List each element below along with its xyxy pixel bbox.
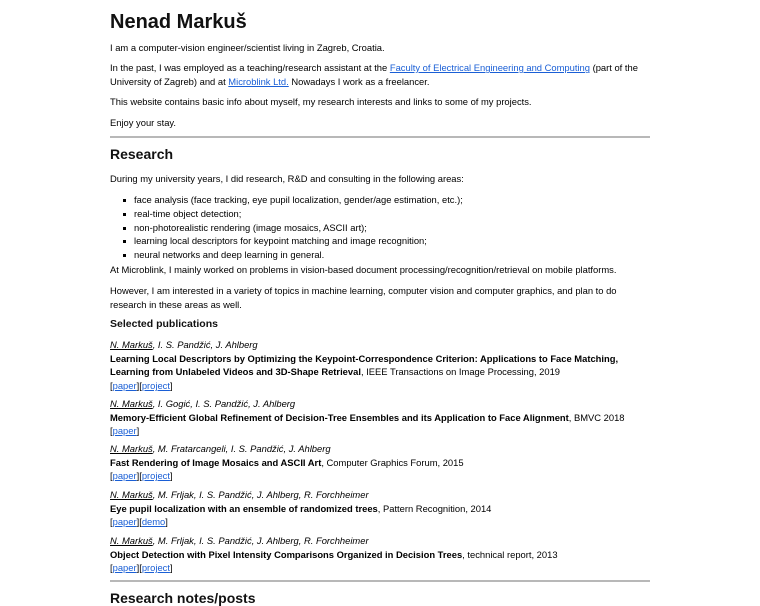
bracket: [	[139, 516, 142, 528]
bracket: [	[110, 425, 113, 437]
coauthors: , M. Fratarcangeli, I. S. Pandžić, J. Ahlberg	[152, 443, 331, 454]
author-self: N. Markuš	[110, 489, 153, 500]
publication-item	[110, 488, 650, 529]
intro-paragraph-1: I am a computer-vision engineer/scientist living in Zagreb, Croatia.	[110, 42, 385, 53]
author-self: N. Markuš	[110, 398, 153, 409]
publication-authors	[110, 488, 650, 502]
coauthors: , M. Frljak, I. S. Pandžić, J. Ahlberg, R. Forchheimer	[152, 535, 369, 546]
bracket: [	[110, 516, 113, 528]
publications-heading: Selected publications	[110, 318, 218, 330]
intro-text: Nowadays I work as a freelancer.	[288, 76, 430, 87]
research-notes-heading: Research notes/posts	[110, 590, 256, 606]
publication-authors	[110, 397, 650, 411]
list-item: non-photorealistic rendering (image mosaics, ASCII art);	[134, 221, 463, 235]
bracket: ]	[136, 516, 140, 528]
bracket: ]	[136, 562, 140, 574]
author-self: N. Markuš	[110, 443, 153, 454]
research-areas-list	[110, 193, 463, 262]
bracket: ]	[165, 516, 168, 528]
microblink-link[interactable]: Microblink Ltd.	[228, 76, 289, 87]
publication-item	[110, 397, 650, 438]
intro-paragraph-4: Enjoy your stay.	[110, 117, 176, 128]
publication-links	[110, 561, 650, 575]
coauthors: , I. S. Pandžić, J. Ahlberg	[152, 339, 258, 350]
fer-link[interactable]: Faculty of Electrical Engineering and Computing	[389, 62, 590, 73]
research-intro: During my university years, I did research, R&D and consulting in the following areas:	[110, 173, 464, 184]
publication-links	[110, 379, 650, 393]
paper-link[interactable]: paper	[112, 562, 137, 574]
publication-title: Object Detection with Pixel Intensity Comparisons Organized in Decision Trees	[110, 548, 463, 560]
publication-title: Memory-Efficient Global Refinement of Decision-Tree Ensembles and its Application to Face Alignment	[110, 411, 569, 423]
publication-item	[110, 534, 650, 575]
project-link[interactable]: project	[141, 470, 170, 482]
publication-title: Eye pupil localization with an ensemble of randomized trees	[110, 502, 378, 514]
bracket: ]	[169, 562, 173, 574]
paper-link[interactable]: paper	[112, 470, 137, 482]
list-item: neural networks and deep learning in general.	[134, 248, 463, 262]
author-self: N. Markuš	[110, 339, 153, 350]
paper-link[interactable]: paper	[112, 379, 137, 391]
publication-item	[110, 442, 650, 483]
publication-links	[110, 515, 650, 529]
project-link[interactable]: project	[141, 562, 170, 574]
intro-paragraph-2	[110, 61, 650, 89]
publication-venue: , IEEE Transactions on Image Processing, 2019	[360, 366, 561, 378]
bracket: ]	[136, 470, 140, 482]
bracket: [	[110, 470, 113, 482]
publication-links	[110, 424, 650, 438]
intro-text: In the past, I was employed as a teaching/research assistant at the	[110, 62, 390, 73]
bracket: [	[110, 562, 113, 574]
page-title: Nenad Markuš	[110, 11, 247, 33]
research-heading: Research	[110, 146, 174, 162]
publication-venue: , Computer Graphics Forum, 2015	[321, 456, 464, 468]
paper-link[interactable]: paper	[112, 425, 137, 437]
coauthors: , M. Frljak, I. S. Pandžić, J. Ahlberg, R. Forchheimer	[152, 489, 369, 500]
publication-authors	[110, 442, 650, 456]
intro-text: (part of the University of Zagreb) and at	[110, 62, 638, 87]
coauthors: , I. Gogić, I. S. Pandžić, J. Ahlberg	[152, 398, 296, 409]
bracket: ]	[169, 470, 173, 482]
publication-authors	[110, 338, 650, 352]
list-item: learning local descriptors for keypoint matching and image recognition;	[134, 234, 463, 248]
microblink-paragraph: At Microblink, I mainly worked on problems in vision-based document processing/recognition/retrieval on mobile platforms.	[110, 264, 617, 275]
publication-title: Fast Rendering of Image Mosaics and ASCII Art	[110, 456, 322, 468]
project-link[interactable]: project	[141, 379, 170, 391]
publication-title: Learning Local Descriptors by Optimizing the Keypoint-Correspondence Criterion: Applications to Face Matching, Learning from Unlabeled Videos and 3D-Shape Retrieval	[110, 352, 619, 378]
publication-links	[110, 469, 650, 483]
author-self: N. Markuš	[110, 535, 153, 546]
interests-paragraph: However, I am interested in a variety of topics in machine learning, computer vision and computer graphics, and plan to do research in these areas as well.	[110, 285, 617, 310]
publication-item	[110, 338, 650, 392]
publication-venue: , BMVC 2018	[568, 411, 625, 423]
section-divider	[110, 580, 650, 582]
bracket: ]	[169, 379, 173, 391]
bracket: ]	[136, 425, 140, 437]
paper-link[interactable]: paper	[112, 516, 137, 528]
publication-venue: , Pattern Recognition, 2014	[377, 502, 492, 514]
list-item: real-time object detection;	[134, 207, 463, 221]
bracket: [	[139, 379, 142, 391]
bracket: [	[139, 470, 142, 482]
publication-venue: , technical report, 2013	[462, 548, 558, 560]
publication-authors	[110, 534, 650, 548]
demo-link[interactable]: demo	[141, 516, 166, 528]
section-divider	[110, 136, 650, 138]
intro-paragraph-3: This website contains basic info about myself, my research interests and links to some of my projects.	[110, 96, 532, 107]
bracket: [	[139, 562, 142, 574]
bracket: ]	[136, 379, 140, 391]
list-item: face analysis (face tracking, eye pupil localization, gender/age estimation, etc.);	[134, 194, 463, 205]
bracket: [	[110, 379, 113, 391]
